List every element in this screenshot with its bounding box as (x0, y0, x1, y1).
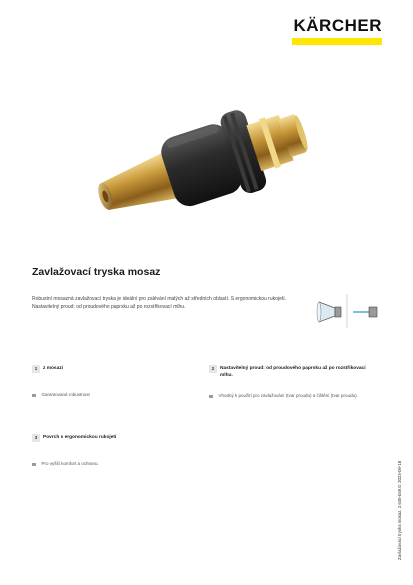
feature-bullet (32, 392, 192, 399)
spray-pattern-icons (313, 292, 383, 330)
brand-logo (292, 17, 382, 45)
product-title: Zavlažovací tryska mosaz (32, 266, 161, 278)
product-description: Robustní mosazná zavlažovací tryska je ideální pro zalévání malých až středních oblastí. S ergonomickou rukojetí. Nastavitelný proud: od proudového paprsku až po rozstřikovací mlhu. (32, 296, 287, 310)
feature-bullet (209, 393, 379, 400)
feature-block-1 (32, 365, 192, 399)
product-image (70, 88, 340, 233)
bullet-square-icon (32, 394, 36, 398)
bullet-square-icon (32, 463, 36, 467)
bullet-text: Garantovaná robustnost (41, 392, 90, 397)
bullet-text: Vhodný k použití pro zavlažování (tvar proudu) a čištění (tvar proudu). (218, 393, 358, 398)
feature-block-2 (209, 365, 379, 400)
feature-number: 2 (209, 365, 217, 373)
bullet-square-icon (209, 395, 213, 399)
feature-block-3 (32, 434, 202, 468)
feature-title: z mosazi (43, 366, 63, 371)
bullet-text: Pro vyšší komfort a ochranu. (41, 461, 99, 466)
feature-number: 3 (32, 434, 40, 442)
brand-name: KÄRCHER (293, 16, 382, 35)
side-document-label: Zavlažovací tryska mosaz, 2.645-049.0, 2023-09-18 (397, 460, 402, 560)
feature-bullet (32, 461, 202, 468)
feature-number: 1 (32, 365, 40, 373)
feature-title: Nastavitelný proud: od proudového paprsku až po rozstřikovací mlhu. (220, 366, 366, 378)
brand-yellow-bar (292, 38, 382, 45)
feature-title: Povrch s ergonomickou rukojetí (43, 435, 117, 440)
